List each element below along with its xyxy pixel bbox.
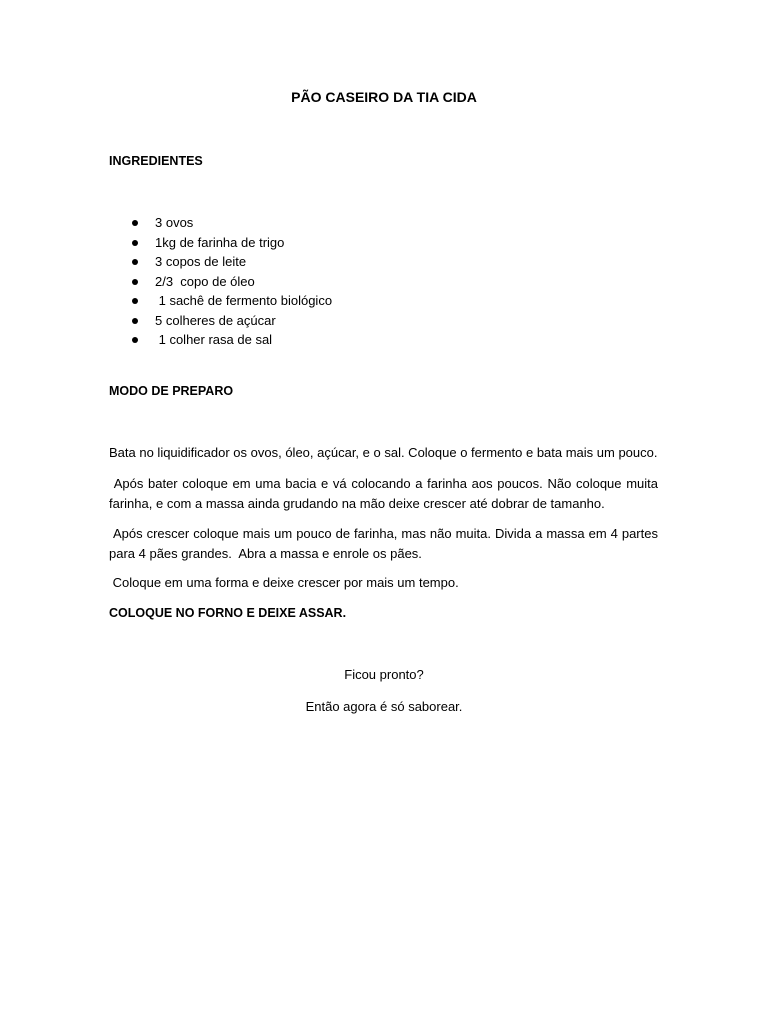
method-step: Bata no liquidificador os ovos, óleo, açúcar, e o sal. Coloque o fermento e bata mais um pouco. [109, 445, 658, 460]
ingredient-item [109, 213, 332, 233]
ingredient-text: 5 colheres de açúcar [155, 312, 276, 328]
bullet-icon [132, 318, 138, 324]
bullet-icon [132, 220, 138, 226]
ingredient-text: 1 sachê de fermento biológico [155, 293, 333, 308]
method-step: Coloque em uma forma e deixe crescer por mais um tempo. [109, 575, 459, 590]
final-instruction: COLOQUE NO FORNO E DEIXE ASSAR. [109, 606, 347, 620]
ingredient-item [109, 291, 332, 311]
ingredient-item [109, 330, 332, 350]
bullet-icon [132, 240, 138, 246]
ingredient-text: 2/3 copo de óleo [155, 273, 255, 289]
closing-question: Ficou pronto? [344, 667, 424, 682]
method-step: Após bater coloque em uma bacia e vá colocando a farinha aos poucos. Não coloque muita farinha, e com a massa ainda grudando na mão deixe crescer até dobrar de tamanho. [109, 476, 662, 511]
ingredient-item [109, 252, 332, 272]
bullet-icon [132, 279, 138, 285]
ingredients-heading: INGREDIENTES [109, 154, 203, 168]
ingredient-text: 1kg de farinha de trigo [155, 234, 285, 250]
closing-line: Então agora é só saborear. [305, 699, 463, 714]
ingredient-item [109, 272, 332, 292]
bullet-icon [132, 298, 138, 304]
method-heading: MODO DE PREPARO [109, 384, 234, 398]
method-step: Após crescer coloque mais um pouco de farinha, mas não muita. Divida a massa em 4 partes para 4 pães grandes. Abra a massa e enrole os pães. [109, 526, 662, 561]
ingredient-item [109, 311, 332, 331]
recipe-title: PÃO CASEIRO DA TIA CIDA [291, 89, 477, 105]
ingredient-text: 3 copos de leite [155, 254, 247, 269]
ingredients-list [109, 213, 332, 350]
bullet-icon [132, 337, 138, 343]
ingredient-item [109, 233, 332, 253]
ingredient-text: 1 colher rasa de sal [155, 332, 273, 347]
bullet-icon [132, 259, 138, 265]
ingredient-text: 3 ovos [155, 215, 194, 230]
